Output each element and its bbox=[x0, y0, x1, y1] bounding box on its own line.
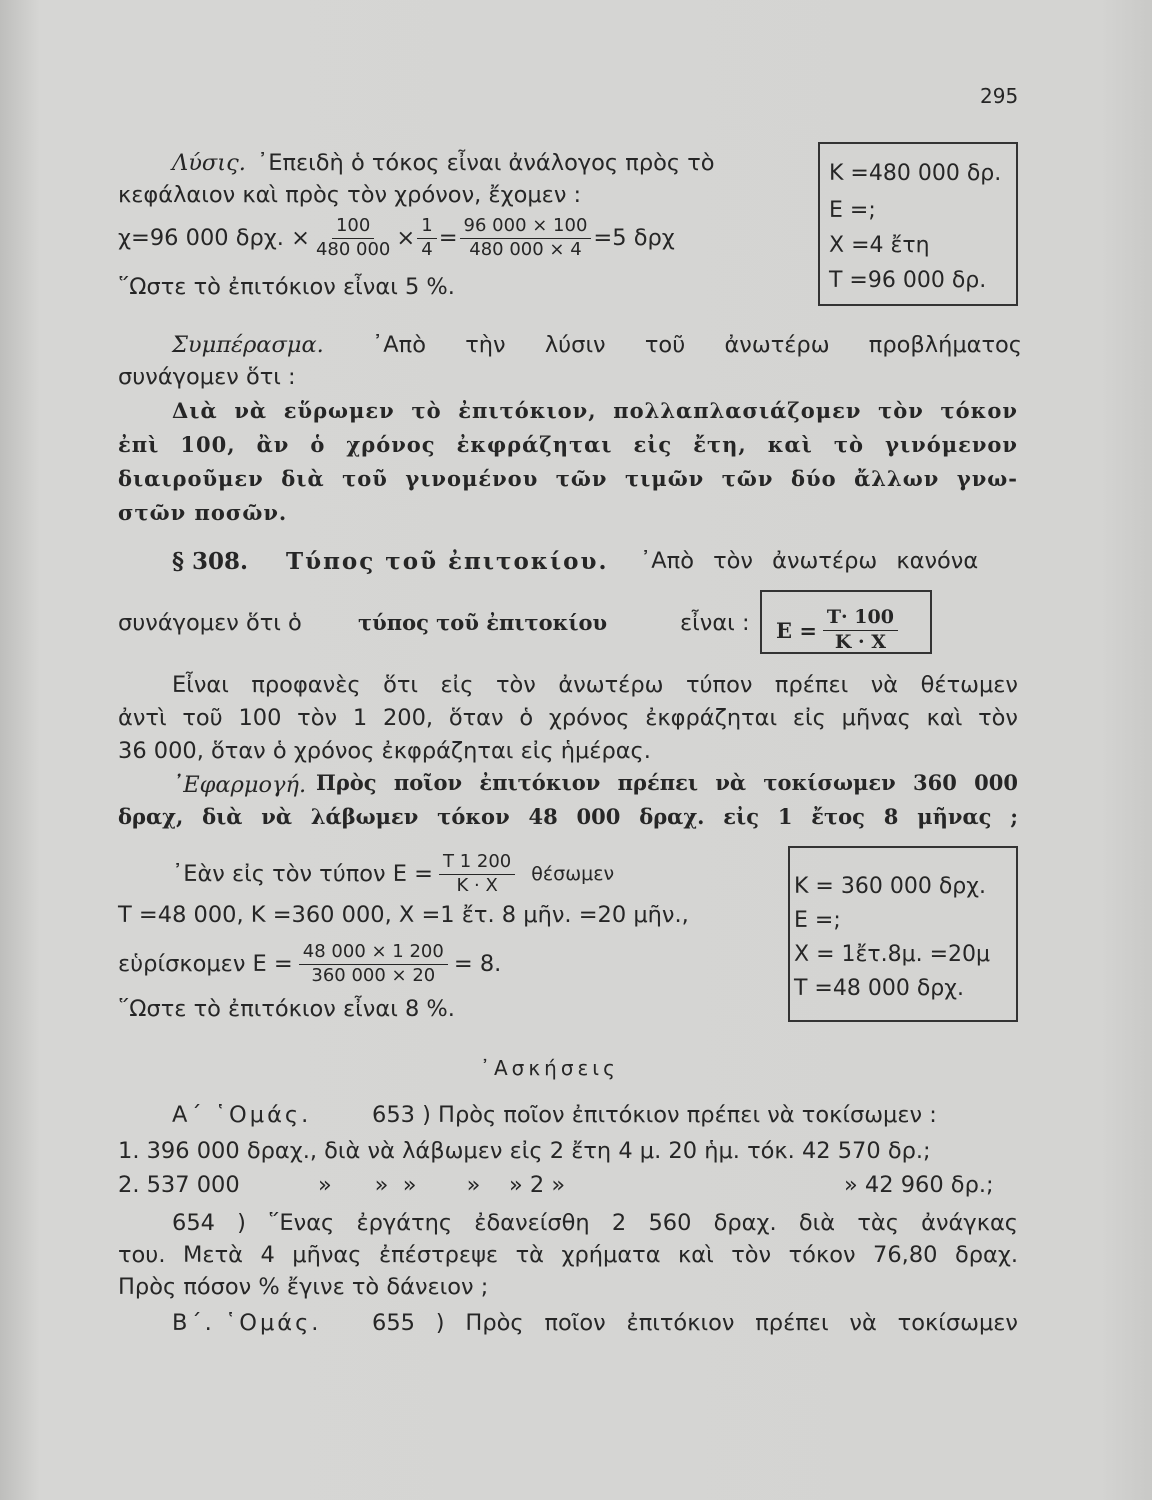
exercise-655: 655 ) Πρὸς ποῖον ἐπιτόκιον πρέπει νὰ τοκίσωμεν bbox=[372, 1310, 1018, 1336]
application-label: ᾿Εφαρμογή. bbox=[172, 772, 307, 798]
solution-line-2: κεφάλαιον καὶ πρὸς τὸν χρόνον, ἔχομεν : bbox=[118, 182, 582, 208]
solution-label: Λύσις. bbox=[172, 150, 246, 176]
fraction-100-over-480000: $\frac{100}{480 000}$ bbox=[315, 215, 391, 260]
given2-e: Ε =; bbox=[794, 908, 841, 933]
formula-fraction: $\frac{T\cdot 100}{K \cdot X}$ bbox=[823, 607, 898, 654]
application-step-2: Τ =48 000, Κ =360 000, Χ =1 ἔτ. 8 μῆν. =20 μῆν., bbox=[118, 902, 689, 928]
section-text-2c: εἶναι : bbox=[680, 610, 750, 636]
given2-k: Κ = 360 000 δρχ. bbox=[794, 874, 986, 899]
equation-result: =5 δρχ bbox=[593, 224, 675, 251]
step1-text: ᾿Εὰν εἰς τὸν τύπον Ε = bbox=[172, 860, 434, 887]
paragraph-line-2: ἀντὶ τοῦ 100 τὸν 1 200, ὅταν ὁ χρόνος ἐκφράζηται εἰς μῆνας καὶ τὸν bbox=[118, 705, 1018, 731]
equation-start: χ=96 000 δρχ. × bbox=[118, 224, 310, 251]
solution-conclusion: ῞Ωστε τὸ ἐπιτόκιον εἶναι 5 %. bbox=[118, 274, 455, 300]
section-title: Τύπος τοῦ ἐπιτοκίου. bbox=[286, 548, 609, 575]
exercise-653-item-2-amount: 2. 537 000 bbox=[118, 1172, 240, 1198]
solution-equation bbox=[118, 216, 675, 260]
application-step-1 bbox=[172, 852, 614, 896]
step1-text-end: θέσωμεν bbox=[531, 862, 615, 885]
group-b-label: Β΄. ῾Ομάς. bbox=[172, 1310, 322, 1336]
exercise-653-item-1: 1. 396 000 δραχ., διὰ νὰ λάβωμεν εἰς 2 ἔτη 4 μ. 20 ἡμ. τόκ. 42 570 δρ.; bbox=[118, 1138, 931, 1164]
summary-label: Συμπέρασμα. bbox=[172, 332, 324, 358]
exercise-654-line-2: του. Μετὰ 4 μῆνας ἐπέστρεψε τὰ χρήματα καὶ τὸν τόκον 76,80 δραχ. bbox=[118, 1242, 1018, 1268]
section-number: § 308. bbox=[172, 548, 249, 575]
exercise-654-line-3: Πρὸς πόσον % ἔγινε τὸ δάνειον ; bbox=[118, 1274, 489, 1300]
application-line-1: Πρὸς ποῖον ἐπιτόκιον πρέπει νὰ τοκίσωμεν 360 000 bbox=[316, 770, 1018, 795]
rule-line-1: Διὰ νὰ εὕρωμεν τὸ ἐπιτόκιον, πολλαπλασιάζομεν τὸν τόκον bbox=[172, 398, 1018, 423]
given2-t: Τ =48 000 δρχ. bbox=[794, 976, 964, 1001]
section-text-1: ᾿Απὸ τὸν ἀνωτέρω κανόνα bbox=[640, 548, 979, 574]
given2-x: Χ = 1ἔτ.8μ. =20μ bbox=[794, 942, 991, 967]
exercise-653-item-2-interest: » 42 960 δρ.; bbox=[844, 1172, 994, 1198]
exercise-654-line-1: 654 ) ῞Ενας ἐργάτης ἐδανείσθη 2 560 δραχ. διὰ τὰς ἀνάγκας bbox=[172, 1210, 1018, 1236]
given-e: Ε =; bbox=[829, 198, 876, 223]
given-x: Χ =4 ἔτη bbox=[829, 233, 930, 258]
formula-name: τύπος τοῦ ἐπιτοκίου bbox=[358, 610, 608, 635]
paragraph-line-1: Εἶναι προφανὲς ὅτι εἰς τὸν ἀνωτέρω τύπον πρέπει νὰ θέτωμεν bbox=[172, 672, 1018, 698]
step3-fraction: $\frac{48 000 \times 1 200}{360 000 \times 20}$ bbox=[299, 942, 448, 986]
step3-result: = 8. bbox=[453, 950, 502, 977]
application-line-2: δραχ, διὰ νὰ λάβωμεν τόκον 48 000 δραχ. εἰς 1 ἔτος 8 μῆνας ; bbox=[118, 804, 1018, 829]
interest-rate-formula bbox=[776, 607, 898, 654]
times-sign: × bbox=[396, 224, 416, 251]
application-conclusion: ῞Ωστε τὸ ἐπιτόκιον εἶναι 8 %. bbox=[118, 996, 455, 1022]
fraction-computation: $\frac{96 000 \times 100}{480 000 \times 4}$ bbox=[460, 216, 592, 260]
solution-line-1: ᾿Επειδὴ ὁ τόκος εἶναι ἀνάλογος πρὸς τὸ bbox=[257, 150, 715, 176]
group-a-label: Α΄ ῾Ομάς. bbox=[172, 1102, 312, 1128]
equals-sign: = bbox=[438, 224, 458, 251]
page-number: 295 bbox=[980, 84, 1019, 108]
rule-line-4: στῶν ποσῶν. bbox=[118, 500, 288, 525]
fraction-1-over-4: $\frac{1}{4}$ bbox=[417, 216, 436, 260]
summary-line-2: συνάγομεν ὅτι : bbox=[118, 364, 296, 390]
rule-line-2: ἐπὶ 100, ἂν ὁ χρόνος ἐκφράζηται εἰς ἔτη, καὶ τὸ γινόμενον bbox=[118, 432, 1018, 457]
exercise-653: 653 ) Πρὸς ποῖον ἐπιτόκιον πρέπει νὰ τοκίσωμεν : bbox=[372, 1102, 937, 1128]
step1-fraction: $\frac{T 1 200}{K \cdot X}$ bbox=[439, 852, 515, 896]
given-k: Κ =480 000 δρ. bbox=[829, 161, 1002, 186]
rule-line-3: διαιροῦμεν διὰ τοῦ γινομένου τῶν τιμῶν τῶν δύο ἄλλων γνω- bbox=[118, 466, 1018, 491]
step3-text: εὑρίσκομεν Ε = bbox=[118, 950, 293, 977]
paragraph-line-3: 36 000, ὅταν ὁ χρόνος ἐκφράζηται εἰς ἡμέρας. bbox=[118, 738, 651, 764]
exercise-653-item-2-ditto: » » » » » 2 » bbox=[318, 1172, 566, 1198]
given-t: Τ =96 000 δρ. bbox=[829, 268, 987, 293]
formula-lhs: Ε = bbox=[776, 617, 817, 643]
exercises-heading: ᾿Ασκήσεις bbox=[480, 1056, 619, 1080]
section-text-2a: συνάγομεν ὅτι ὁ bbox=[118, 610, 302, 636]
summary-line-1: ᾿Απὸ τὴν λύσιν τοῦ ἀνωτέρω προβλήματος bbox=[372, 332, 1022, 358]
application-step-3 bbox=[118, 942, 501, 986]
